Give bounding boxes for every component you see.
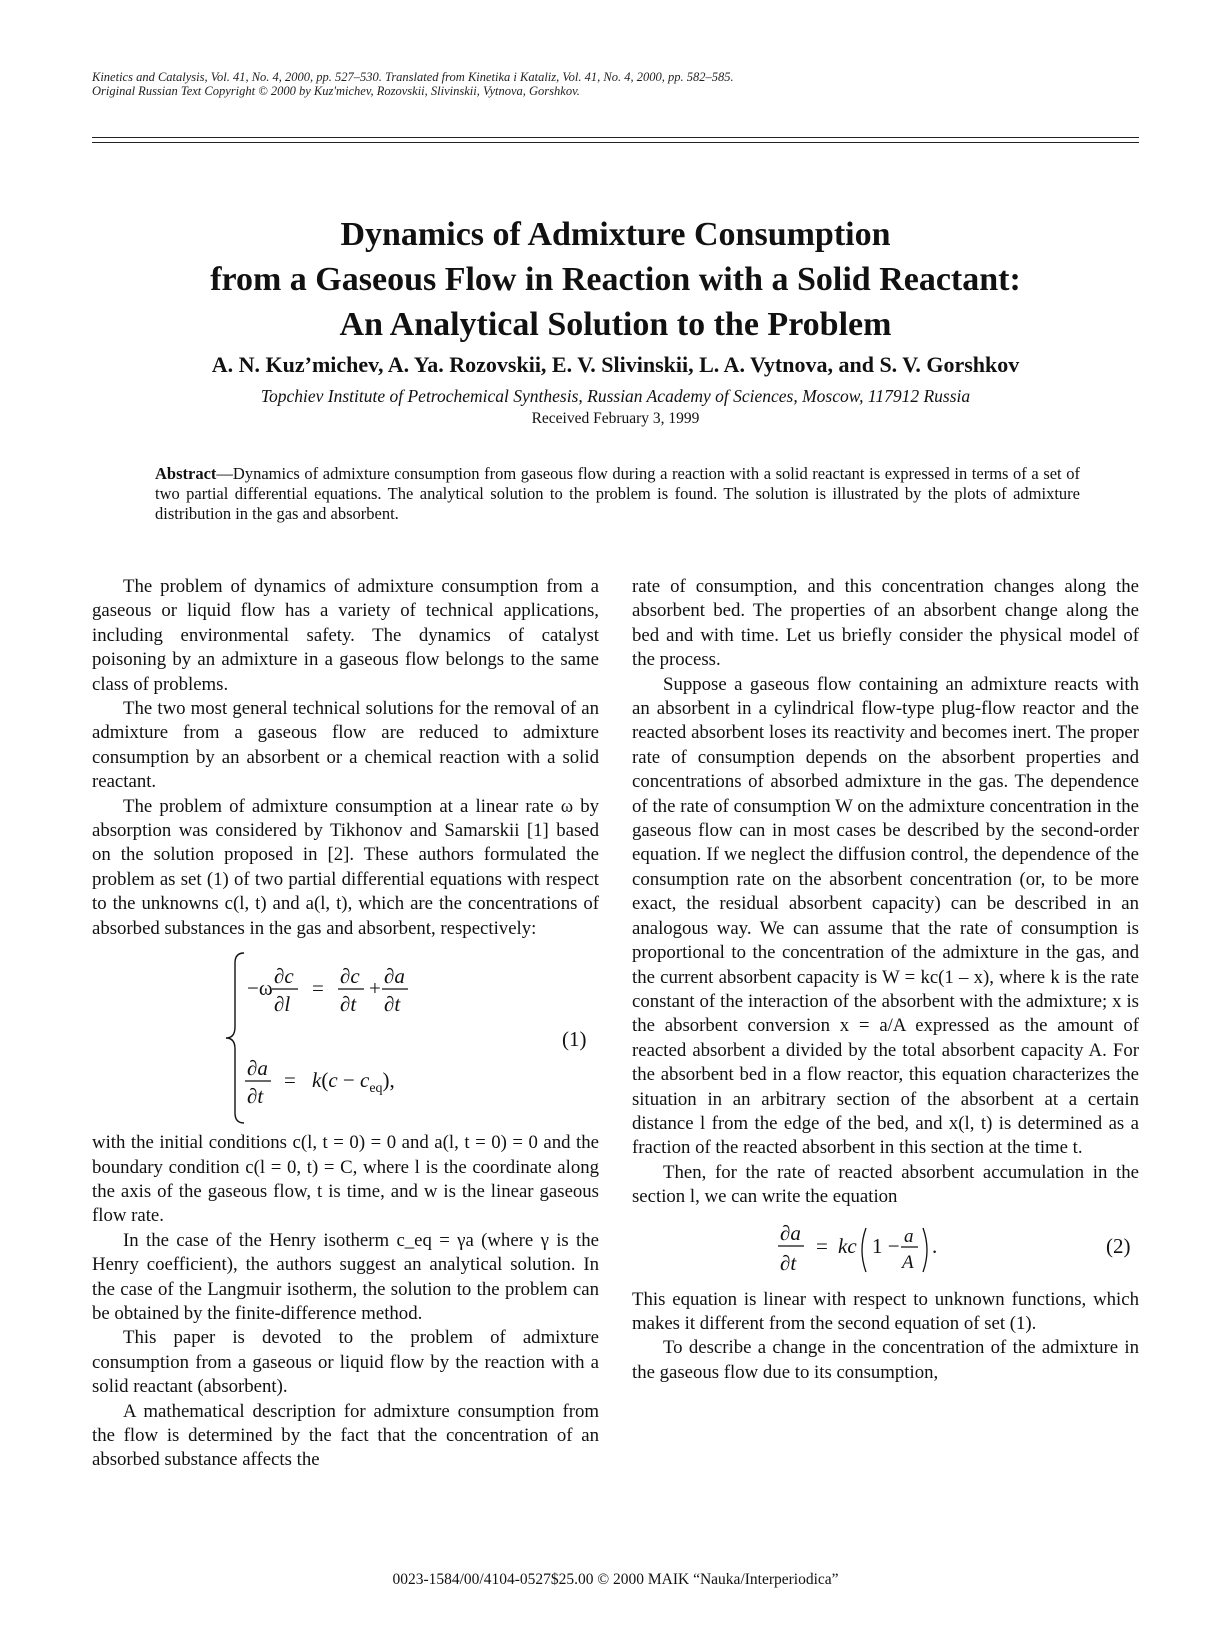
right-paragraph-1: rate of consumption, and this concentration changes along the absorbent bed. The properties of an absorbent change along the bed and with time. Let us briefly consider the physical model of the process. bbox=[632, 576, 1139, 671]
abstract bbox=[155, 464, 1080, 524]
right-paragraph-2: Suppose a gaseous flow containing an admixture reacts with an absorbent in a cylindrical flow-type plug-flow reactor and the reacted absorbent loses its reactivity and becomes inert. The proper rate of consumption depends on the absorbent properties and concentrations of absorbed admixture in the gas. The dependence of the rate of consumption W on the admixture concentration in the gaseous flow can in most cases be described by the second-order equation. If we neglect the diffusion control, the dependence of the consumption rate on the absorbent concentration (or, to be more exact, the residual absorbent capacity) can be described in an analogous way. We can assume that the rate of consumption is proportional to the concentration of the admixture in the gas, and the current absorbent capacity is W = kc(1 – x), where k is the rate constant of the interaction of the absorbent with the admixture; x is the absorbent conversion x = a/A expressed as the amount of reacted absorbent a divided by the total absorbent capacity A. For the absorbent bed in a flow reactor, this equation characterizes the situation in an arbitrary section of the absorbent at a certain distance l from the edge of the bed, and x(l, t) is determined as a fraction of the reacted absorbent in this section at the time t. bbox=[632, 673, 1139, 1159]
copyright-footer: 0023-1584/00/4104-0527$25.00 © 2000 MAIK “Nauka/Interperiodica” bbox=[392, 1571, 839, 1588]
title-line-1: Dynamics of Admixture Consumption bbox=[340, 216, 891, 253]
svg-text:∂a: ∂a bbox=[780, 1220, 801, 1245]
left-paragraph-3: The problem of admixture consumption at a linear rate ω by absorption was considered by Tikhonov and Samarskii [1] based on the solution proposed in [2]. These authors formulated the problem as set (1) of two partial differential equations with respect to the unknowns c(l, t) and a(l, t), which are the concentrations of absorbed substances in the gas and absorbent, respectively: bbox=[92, 795, 599, 939]
paper-title bbox=[92, 212, 1139, 347]
svg-text:=: = bbox=[312, 976, 324, 1001]
equation-2 bbox=[632, 1214, 1139, 1282]
svg-text:∂t: ∂t bbox=[780, 1250, 797, 1275]
equation-1 bbox=[92, 949, 599, 1127]
left-paragraph-6: This paper is devoted to the problem of admixture consumption from a gaseous or liquid flow by the reaction with a solid reactant (absorbent). bbox=[92, 1327, 599, 1398]
left-column bbox=[92, 575, 599, 1473]
header-line-2: Original Russian Text Copyright © 2000 by Kuz'michev, Rozovskii, Slivinskii, Vytnova, Gorshkov. bbox=[92, 84, 580, 98]
header-rule-bottom bbox=[92, 142, 1139, 143]
svg-text:−ω: −ω bbox=[247, 976, 273, 1001]
svg-text:∂a: ∂a bbox=[247, 1056, 268, 1081]
svg-text:k(c − ceq),: $k(c - c_{eq})$, bbox=[312, 1068, 395, 1097]
svg-text:∂a: ∂a bbox=[384, 964, 405, 989]
journal-header bbox=[92, 70, 734, 98]
equation-2-number: (2) bbox=[1106, 1233, 1131, 1258]
author-list: A. N. Kuz’michev, A. Ya. Rozovskii, E. V. Slivinskii, L. A. Vytnova, and S. V. Gorshkov bbox=[211, 352, 1020, 377]
right-column bbox=[632, 575, 1139, 1385]
svg-text:∂c: ∂c bbox=[274, 964, 294, 989]
left-paragraph-2: The two most general technical solutions for the removal of an admixture from a gaseous flow are reduced to admixture consumption by an absorbent or a chemical reaction with a solid reactant. bbox=[92, 698, 599, 793]
svg-text:∂l: ∂l bbox=[274, 992, 291, 1017]
left-paragraph-7: A mathematical description for admixture consumption from the flow is determined by the fact that the concentration of an absorbed substance affects the bbox=[92, 1400, 599, 1471]
svg-text:∂t: ∂t bbox=[247, 1084, 264, 1109]
svg-text:∂t: ∂t bbox=[384, 992, 401, 1017]
svg-text:.: . bbox=[932, 1233, 938, 1258]
title-line-3: An Analytical Solution to the Problem bbox=[339, 306, 892, 343]
right-paragraph-3: Then, for the rate of reacted absorbent accumulation in the section l, we can write the equation bbox=[632, 1161, 1139, 1208]
right-paragraph-4: This equation is linear with respect to unknown functions, which makes it different from the second equation of set (1). bbox=[632, 1288, 1139, 1334]
header-line-1: Kinetics and Catalysis, Vol. 41, No. 4, 2000, pp. 527–530. Translated from Kinetika i Kataliz, Vol. 41, No. 4, 2000, pp. 582–585. bbox=[92, 70, 734, 84]
affiliation: Topchiev Institute of Petrochemical Synthesis, Russian Academy of Sciences, Moscow, 117912 Russia bbox=[260, 386, 971, 406]
left-paragraph-4: with the initial conditions c(l, t = 0) = 0 and a(l, t = 0) = 0 and the boundary condition c(l = 0, t) = C, where l is the coordinate along the axis of the gaseous flow, t is time, and w is the linear gaseous flow rate. bbox=[92, 1132, 599, 1227]
svg-text:A: A bbox=[902, 1251, 914, 1273]
svg-text:a: a bbox=[904, 1225, 914, 1247]
header-rule-top bbox=[92, 137, 1139, 138]
left-paragraph-1: The problem of dynamics of admixture consumption from a gaseous or liquid flow has a variety of technical applications, including environmental safety. The dynamics of catalyst poisoning by an admixture in a gaseous flow belongs to the same class of problems. bbox=[92, 576, 599, 695]
equation-2-formula bbox=[632, 1214, 1139, 1282]
title-line-2: from a Gaseous Flow in Reaction with a Solid Reactant: bbox=[210, 261, 1021, 298]
equation-1-number: (1) bbox=[562, 1027, 587, 1052]
svg-text:∂t: ∂t bbox=[340, 992, 357, 1017]
svg-text:=: = bbox=[816, 1233, 828, 1258]
left-paragraph-5: In the case of the Henry isotherm c_eq = γa (where γ is the Henry coefficient), the authors suggest an analytical solution. In the case of the Langmuir isotherm, the solution to the problem can be obtained by the finite-difference method. bbox=[92, 1229, 599, 1324]
svg-text:∂c: ∂c bbox=[340, 964, 360, 989]
equation-1-formula bbox=[92, 949, 599, 1127]
svg-text:=: = bbox=[284, 1068, 296, 1093]
received-date: Received February 3, 1999 bbox=[531, 410, 700, 427]
abstract-label: Abstract bbox=[155, 464, 217, 483]
svg-text:+: + bbox=[369, 976, 381, 1001]
right-paragraph-5: To describe a change in the concentration of the admixture in the gaseous flow due to its consumption, bbox=[632, 1337, 1139, 1383]
svg-text:kc: kc bbox=[838, 1233, 857, 1258]
svg-text:1 −: 1 − bbox=[872, 1233, 900, 1258]
abstract-text: —Dynamics of admixture consumption from gaseous flow during a reaction with a solid reactant is expressed in terms of a set of two partial differential equations. The analytical solution to the problem is found. The solution is illustrated by the plots of admixture distribution in the gas and absorbent. bbox=[155, 464, 1080, 523]
